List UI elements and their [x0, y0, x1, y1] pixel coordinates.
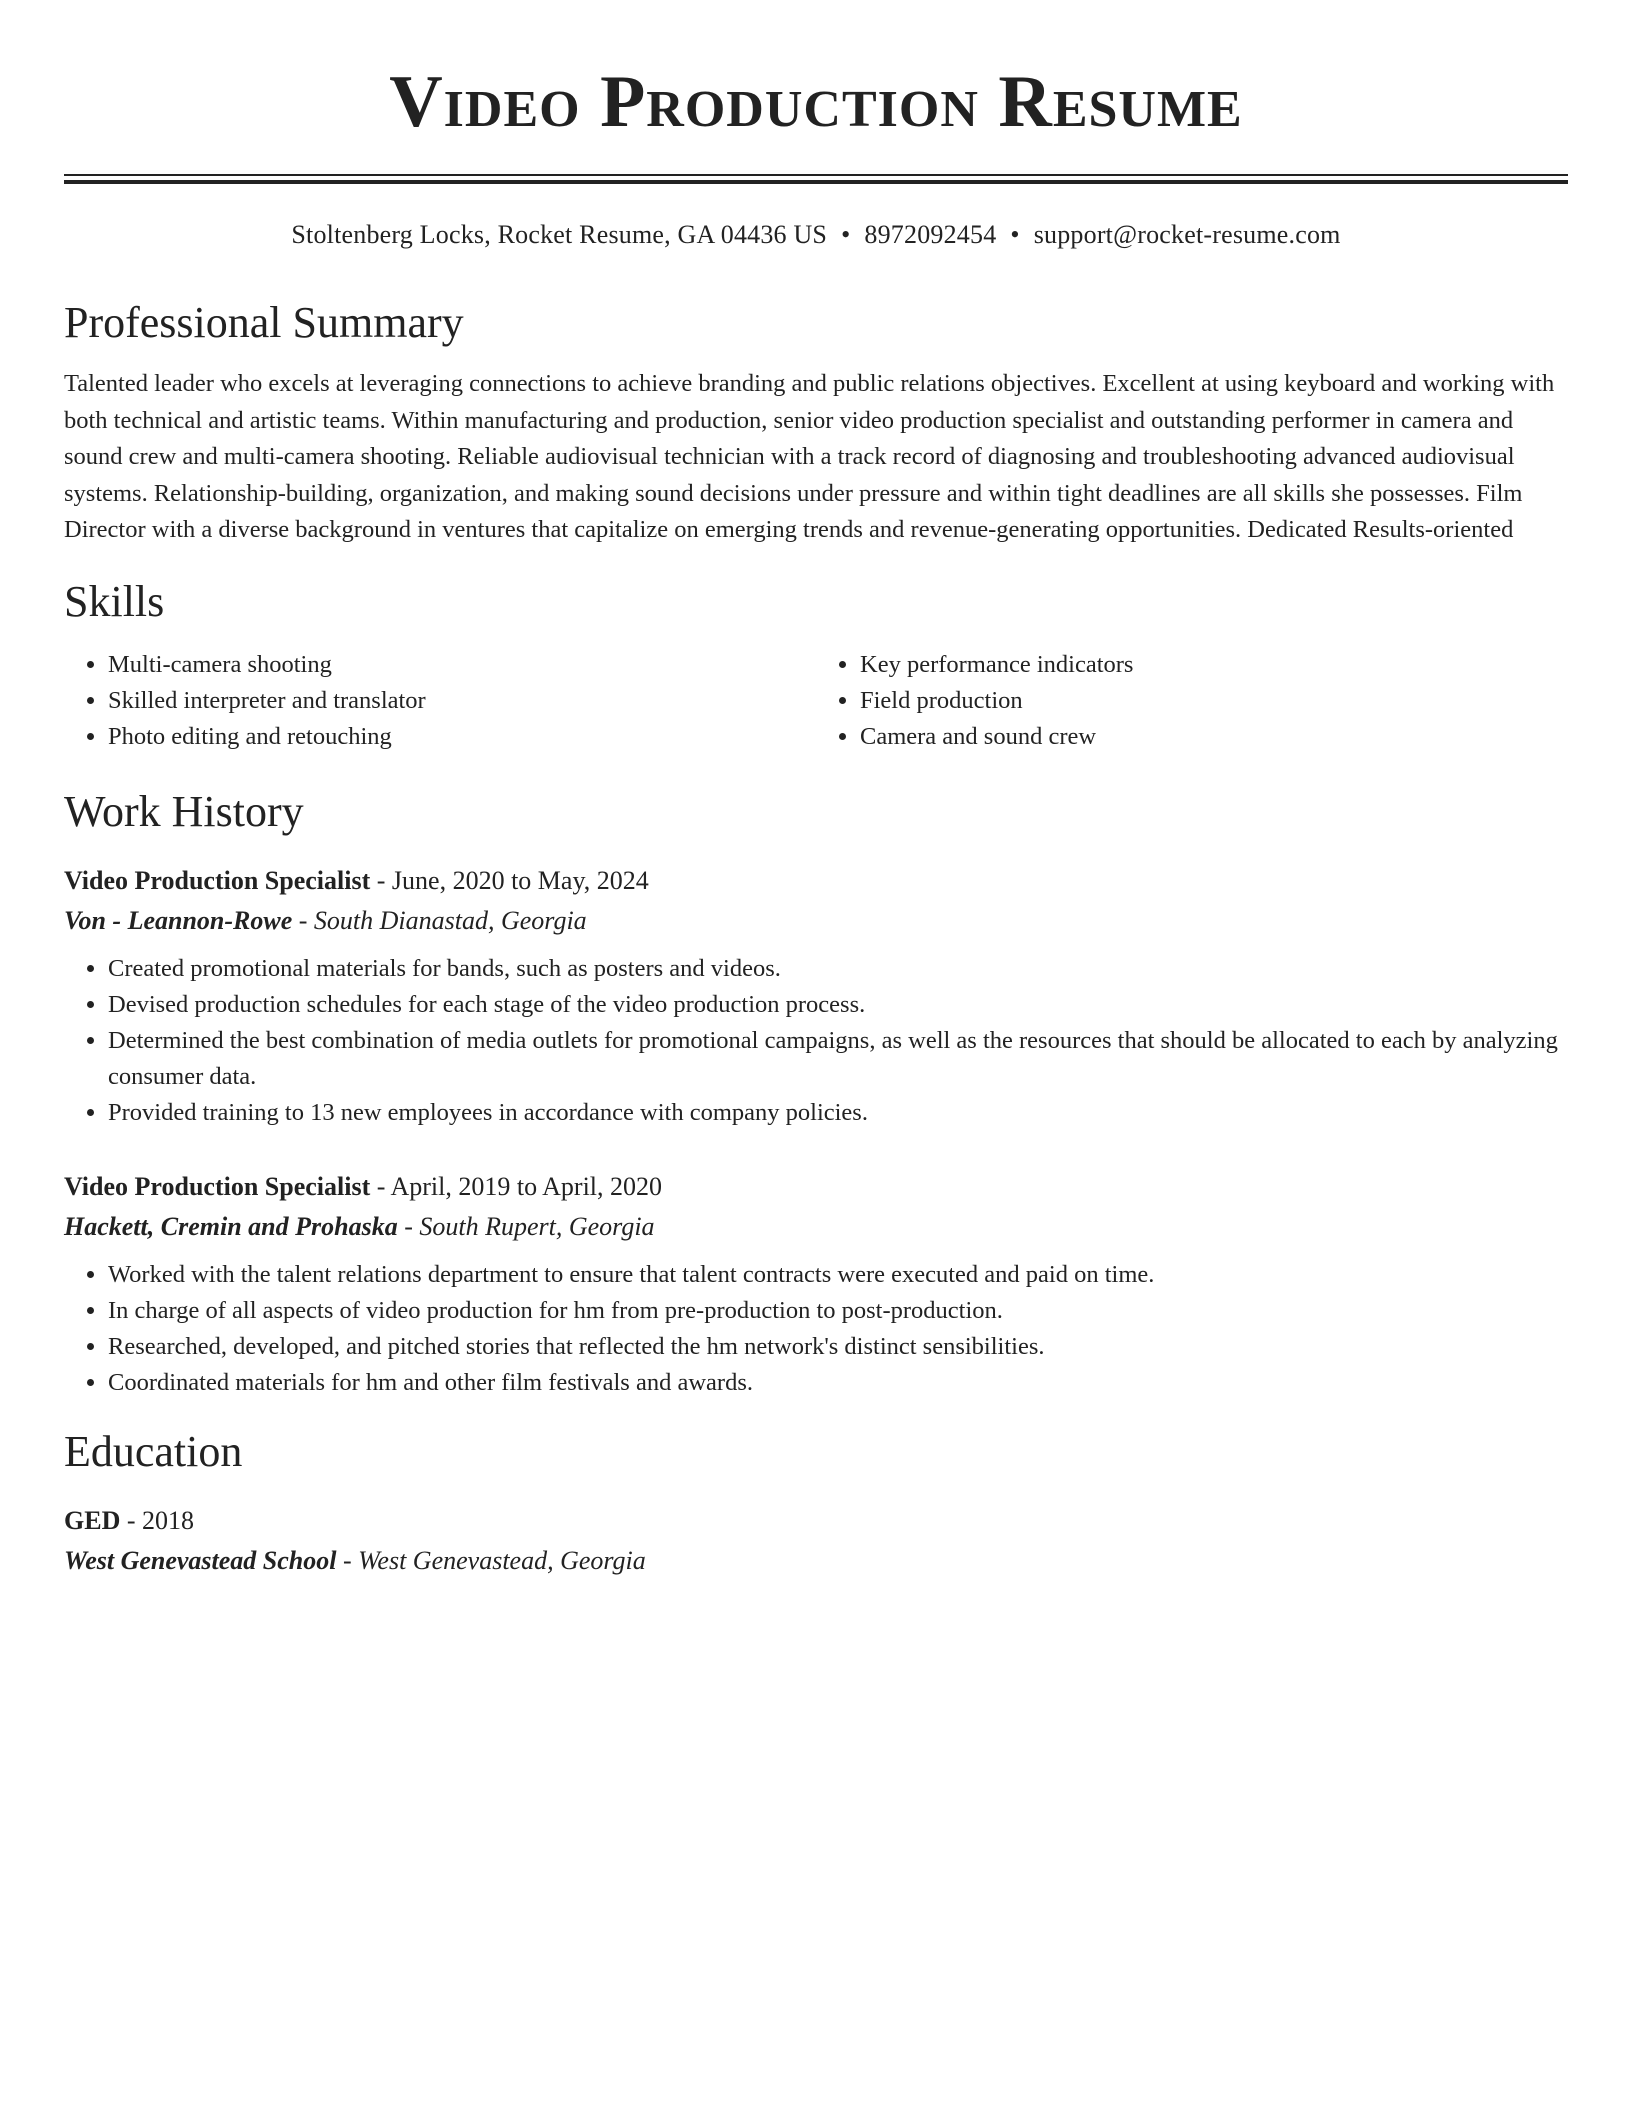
- summary-heading: Professional Summary: [64, 298, 464, 347]
- job-company: Hackett, Cremin and Prohaska: [64, 1211, 398, 1241]
- contact-separator: •: [841, 220, 851, 249]
- job-location: - South Rupert, Georgia: [397, 1211, 655, 1241]
- job-bullet: • In charge of all aspects of video production for hm from pre-production to post-production.: [108, 1293, 1568, 1329]
- skill-item: • Skilled interpreter and translator: [108, 683, 816, 719]
- job-entry: [64, 861, 1568, 1131]
- skill-item: • Camera and sound crew: [860, 719, 1568, 755]
- education-year: - 2018: [120, 1505, 195, 1535]
- skills-list: [64, 647, 1568, 755]
- job-bullet: • Researched, developed, and pitched stories that reflected the hm network's distinct sensibilities.: [108, 1329, 1568, 1365]
- skill-item: • Multi-camera shooting: [108, 647, 816, 683]
- education-heading: Education: [64, 1426, 243, 1476]
- education-degree: GED: [64, 1505, 121, 1535]
- job-bullet: • Devised production schedules for each stage of the video production process.: [108, 987, 1568, 1023]
- job-bullets: [64, 951, 1568, 1131]
- job-entry: [64, 1167, 1568, 1401]
- skill-item: • Field production: [860, 683, 1568, 719]
- education-header: [64, 1501, 1568, 1541]
- education-school: West Genevastead School: [64, 1545, 337, 1575]
- job-company-line: [64, 901, 1568, 941]
- job-header: [64, 861, 1568, 901]
- resume-title: Video Production Resume: [389, 61, 1243, 143]
- contact-phone: 8972092454: [864, 220, 997, 249]
- education-school-line: [64, 1541, 1568, 1581]
- job-role: Video Production Specialist: [64, 865, 371, 895]
- education-entry: [64, 1501, 1568, 1581]
- contact-line: [64, 218, 1568, 252]
- job-company: Von - Leannon-Rowe: [64, 905, 293, 935]
- skill-item: • Photo editing and retouching: [108, 719, 816, 755]
- job-header: [64, 1167, 1568, 1207]
- job-role: Video Production Specialist: [64, 1171, 371, 1201]
- job-bullets: [64, 1257, 1568, 1401]
- job-company-line: [64, 1207, 1568, 1247]
- job-dates: - June, 2020 to May, 2024: [370, 865, 649, 895]
- summary-text: Talented leader who excels at leveraging connections to achieve branding and public relations objectives. Excellent at using keyboard and working with both technical and artistic teams. Within manufacturing and production, senior video production specialist and outstanding performer in camera and sound crew and multi-camera shooting. Reliable audiovisual technician with a track record of diagnosing and troubleshooting advanced audiovisual systems. Relationship-building, organization, and making sound decisions under pressure and within tight deadlines are all skills she possesses. Film Director with a diverse background in ventures that capitalize on emerging trends and revenue-generating opportunities. Dedicated Results-oriented: [64, 370, 1555, 543]
- skill-item: • Key performance indicators: [860, 647, 1568, 683]
- contact-address: Stoltenberg Locks, Rocket Resume, GA 04436 US: [291, 220, 828, 249]
- title-divider: [64, 174, 1568, 184]
- skills-heading: Skills: [64, 576, 165, 626]
- contact-separator: •: [1010, 220, 1020, 249]
- job-bullet: • Worked with the talent relations department to ensure that talent contracts were executed and paid on time.: [108, 1257, 1568, 1293]
- job-location: - South Dianastad, Georgia: [292, 905, 587, 935]
- job-bullet: • Coordinated materials for hm and other film festivals and awards.: [108, 1365, 1568, 1401]
- job-bullet: • Created promotional materials for bands, such as posters and videos.: [108, 951, 1568, 987]
- education-location: - West Genevastead, Georgia: [336, 1545, 646, 1575]
- skills-column-right: [816, 647, 1568, 755]
- job-bullet: • Provided training to 13 new employees in accordance with company policies.: [108, 1095, 1568, 1131]
- job-bullet: • Determined the best combination of media outlets for promotional campaigns, as well as the resources that should be allocated to each by analyzing consumer data.: [108, 1023, 1568, 1095]
- contact-email: support@rocket-resume.com: [1033, 220, 1341, 249]
- work-history-heading: Work History: [64, 786, 304, 836]
- job-dates: - April, 2019 to April, 2020: [370, 1171, 663, 1201]
- skills-column-left: [64, 647, 816, 755]
